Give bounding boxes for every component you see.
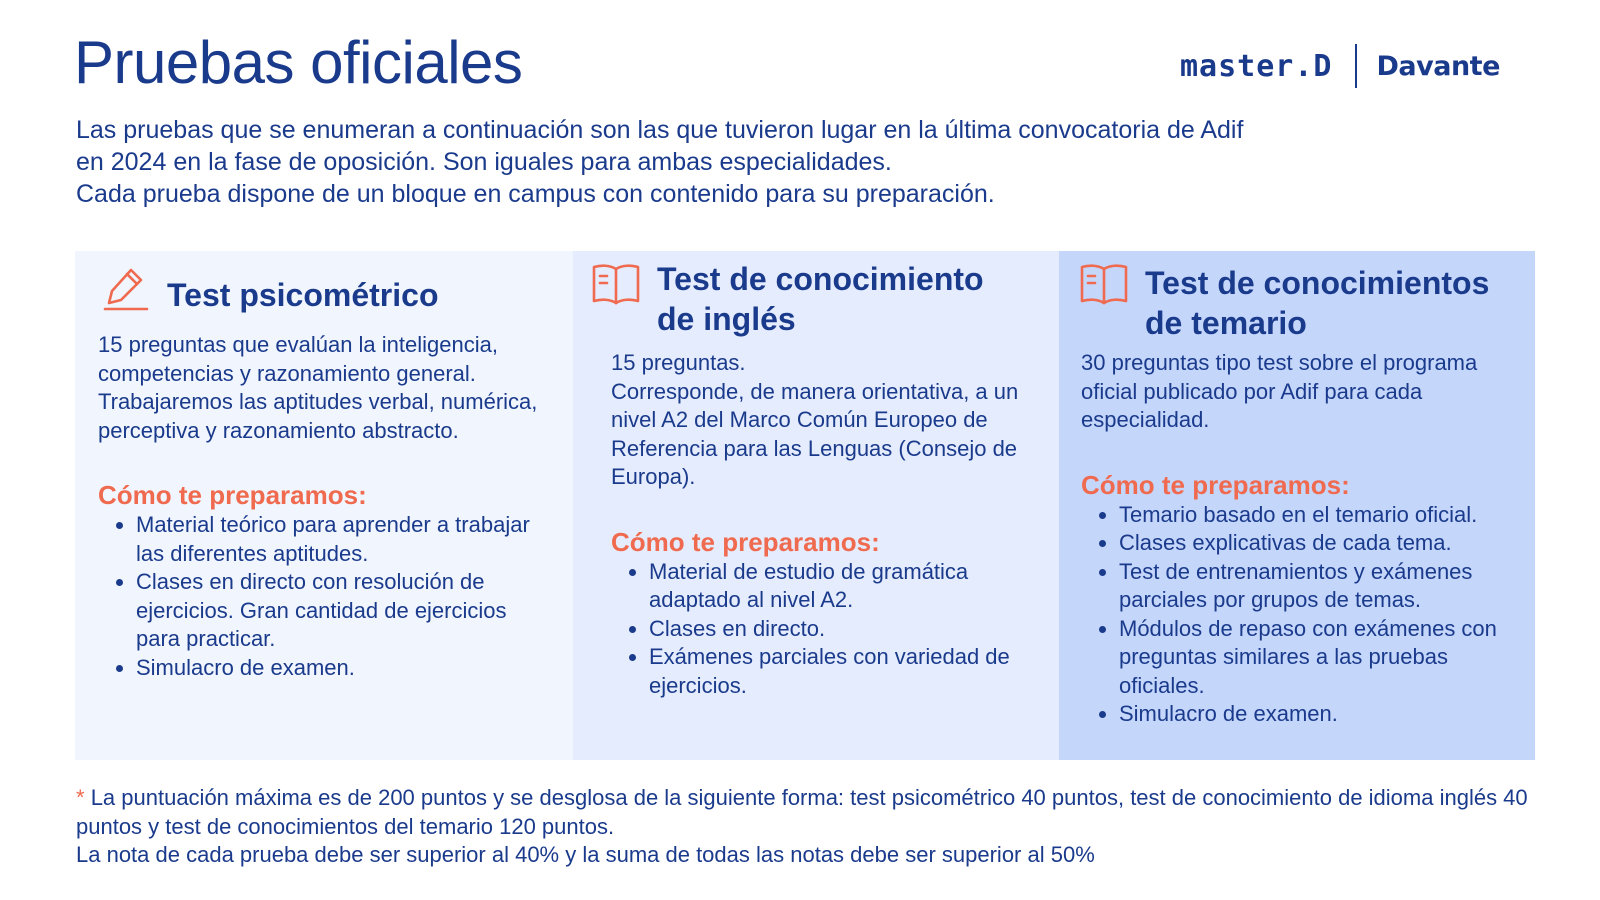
panel-body: [1081, 349, 1521, 729]
intro-paragraph: [76, 114, 1376, 210]
footnote: [76, 784, 1556, 870]
panel-description: 15 preguntas.: [611, 350, 746, 375]
panel-body: [611, 349, 1031, 700]
panel-title: [657, 259, 984, 339]
logo-divider: [1355, 44, 1357, 88]
prep-label: Cómo te preparamos:: [611, 526, 880, 557]
davante-logo: Davante: [1376, 50, 1500, 82]
panel-title: Test psicométrico: [167, 277, 439, 313]
panel-description: 15 preguntas que evalúan la inteligencia, competencias y razonamiento general. Trabajaremos las aptitudes verbal, numérica, perceptiva y razonamiento abstracto.: [98, 332, 538, 443]
list-item: • Exámenes parciales con variedad de ejercicios.: [649, 643, 1031, 700]
list-item: • Simulacro de examen.: [136, 654, 538, 683]
panel-body: [98, 331, 538, 682]
intro-line: Cada prueba dispone de un bloque en campus con contenido para su preparación.: [76, 180, 995, 208]
footnote-line: La nota de cada prueba debe ser superior al 40% y la suma de todas las notas debe ser superior al 50%: [76, 842, 1095, 867]
panel-syllabus-test: [1059, 251, 1535, 760]
footnote-text: La puntuación máxima es de 200 puntos y se desglosa de la siguiente forma: test psicométrico 40 puntos, test de conocimiento de idioma inglés 40 puntos y test de conocimientos del temario 120 puntos.: [76, 785, 1528, 839]
list-item: • Test de entrenamientos y exámenes parciales por grupos de temas.: [1119, 558, 1521, 615]
prep-label: Cómo te preparamos:: [1081, 469, 1350, 500]
prep-label: Cómo te preparamos:: [98, 480, 367, 510]
panel-psychometric-test: [75, 251, 573, 760]
intro-line: en 2024 en la fase de oposición. Son iguales para ambas especialidades.: [76, 148, 892, 176]
panel-description: Corresponde, de manera orientativa, a un nivel A2 del Marco Común Europeo de Referencia para las Lenguas (Consejo de Europa).: [611, 378, 1019, 489]
brand-logos: [1180, 42, 1520, 90]
panel-title-line: de inglés: [657, 301, 796, 337]
prep-list: [611, 558, 1031, 701]
list-item: • Clases en directo.: [649, 615, 1031, 644]
list-item: • Material teórico para aprender a trabajar las diferentes aptitudes.: [136, 511, 538, 568]
panel-header: [1079, 259, 1489, 343]
page-title: Pruebas oficiales: [74, 29, 523, 96]
pencil-icon: [101, 265, 151, 315]
prep-list: [1081, 501, 1521, 729]
list-item: • Simulacro de examen.: [1119, 700, 1521, 729]
asterisk-mark: *: [76, 785, 85, 810]
panel-english-test: [573, 251, 1059, 760]
panel-title-line: Test de conocimientos: [1145, 265, 1490, 301]
list-item: • Clases explicativas de cada tema.: [1119, 529, 1521, 558]
panel-header: [101, 265, 438, 315]
tests-panels: [75, 251, 1535, 760]
open-book-icon: [591, 259, 641, 309]
panel-title-line: de temario: [1145, 305, 1307, 341]
footnote-line: [76, 784, 1556, 841]
panel-title-line: Test de conocimiento: [657, 261, 984, 297]
list-item: • Clases en directo con resolución de ejercicios. Gran cantidad de ejercicios para practicar.: [136, 568, 538, 654]
list-item: • Módulos de repaso con exámenes con preguntas similares a las pruebas oficiales.: [1119, 615, 1521, 701]
list-item: • Material de estudio de gramática adaptado al nivel A2.: [649, 558, 1031, 615]
intro-line: Las pruebas que se enumeran a continuación son las que tuvieron lugar en la última convocatoria de Adif: [76, 116, 1244, 144]
open-book-icon: [1079, 259, 1129, 309]
panel-header: [591, 259, 984, 339]
prep-list: [98, 511, 538, 682]
master-d-logo: master.D: [1180, 48, 1333, 84]
list-item: • Temario basado en el temario oficial.: [1119, 501, 1521, 530]
panel-title: [1145, 263, 1489, 343]
panel-description: 30 preguntas tipo test sobre el programa oficial publicado por Adif para cada especialidad.: [1081, 350, 1478, 432]
